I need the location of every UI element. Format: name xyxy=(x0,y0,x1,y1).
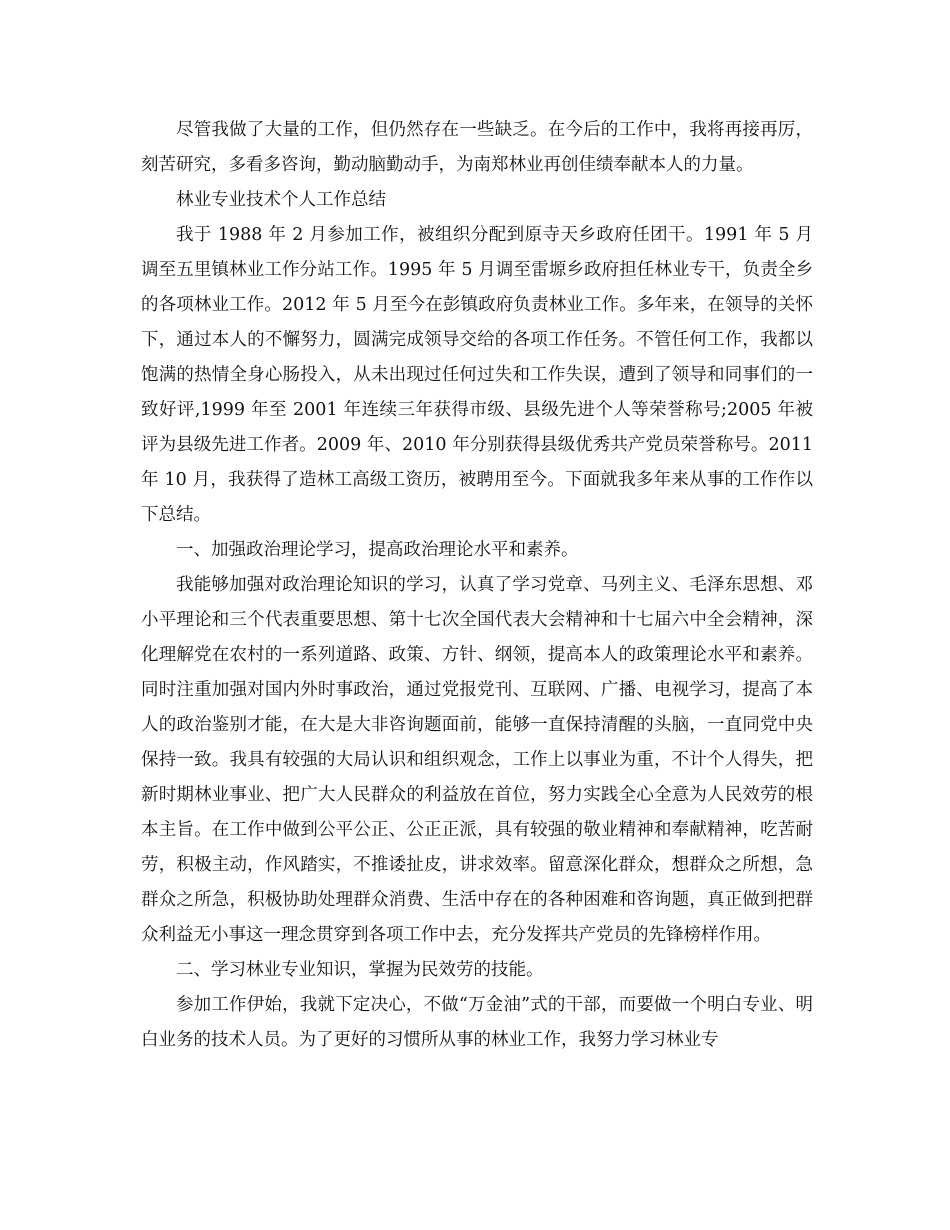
paragraph-closing-remarks: 尽管我做了大量的工作，但仍然存在一些缺乏。在今后的工作中，我将再接再厉，刻苦研究，多看多咨询，勤动脑勤动手，为南郑林业再创佳绩奉献本人的力量。 xyxy=(141,120,813,175)
paragraph-career-history: 我于 1988 年 2 月参加工作，被组织分配到原寺天乡政府任团干。1991 年 5 月调至五里镇林业工作分站工作。1995 年 5 月调至雷塬乡政府担任林业专干，负责全乡的各项林业工作。2012 年 5 月至今在彭镇政府负责林业工作。多年来，在领导的关怀下，通过本人的不懈努力，圆满完成领导交给的各项工作任务。不管任何工作，我都以饱满的热情全身心肠投入，从未出现过任何过失和工作失误，遭到了领导和同事们的一致好评,1999 年至 2001 年连续三年获得市级、县级先进个人等荣誉称号;2005 年被评为县级先进工作者。2009 年、2010 年分别获得县级优秀共产党员荣誉称号。2011 年 10 月，我获得了造林工高级工资历，被聘用至今。下面就我多年来从事的工作作以下总结。 xyxy=(141,225,813,525)
paragraph-political-study: 我能够加强对政治理论知识的学习，认真了学习党章、马列主义、毛泽东思想、邓小平理论和三个代表重要思想、第十七次全国代表大会精神和十七届六中全会精神，深化理解党在农村的一系列道路、政策、方针、纲领，提高本人的政策理论水平和素养。同时注重加强对国内外时事政治，通过党报党刊、互联网、广播、电视学习，提高了本人的政治鉴别才能，在大是大非咨询题面前，能够一直保持清醒的头脑，一直同党中央保持一致。我具有较强的大局认识和组织观念，工作上以事业为重，不计个人得失，把新时期林业事业、把广大人民群众的利益放在首位，努力实践全心全意为人民效劳的根本主旨。在工作中做到公平公正、公正正派，具有较强的敬业精神和奉献精神，吃苦耐劳，积极主动，作风踏实，不推诿扯皮，讲求效率。留意深化群众，想群众之所想，急群众之所急，积极协助处理群众消费、生活中存在的各种困难和咨询题，真正做到把群众利益无小事这一理念贯穿到各项工作中去，充分发挥共产党员的先锋榜样作用。 xyxy=(141,575,813,945)
paragraph-professional-study: 参加工作伊始，我就下定决心，不做“万金油”式的干部，而要做一个明白专业、明白业务的技术人员。为了更好的习惯所从事的林业工作，我努力学习林业专 xyxy=(141,995,813,1050)
section-heading-1: 一、加强政治理论学习，提高政治理论水平和素养。 xyxy=(176,540,579,560)
document-body xyxy=(141,113,813,1058)
section-heading-2: 二、学习林业专业知识，掌握为民效劳的技能。 xyxy=(176,960,544,980)
document-title: 林业专业技术个人工作总结 xyxy=(176,190,386,210)
